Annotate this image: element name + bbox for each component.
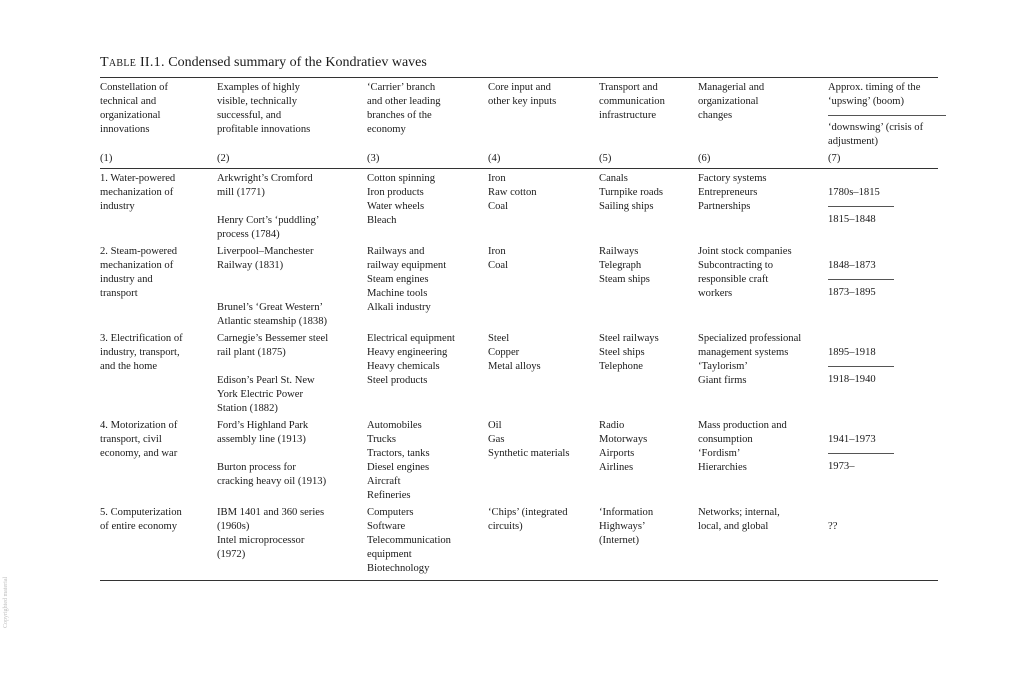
cell-line: Joint stock companies xyxy=(698,246,792,257)
cell-line: Atlantic steamship (1838) xyxy=(217,316,328,327)
cell-line: York Electric Power xyxy=(217,389,304,400)
cell-line: transport, civil xyxy=(100,434,162,445)
header-line: changes xyxy=(698,110,733,121)
header-line: Managerial and xyxy=(698,82,765,93)
cell-line: Entrepreneurs xyxy=(698,187,758,198)
cell-line: industry xyxy=(100,201,135,212)
downswing-period: 1918–1940 xyxy=(828,374,876,385)
table-cell xyxy=(217,416,367,503)
cell-line: Copper xyxy=(488,347,520,358)
cell-line: workers xyxy=(698,288,733,299)
header-line: technical and xyxy=(100,96,157,107)
cell-line: Ford’s Highland Park xyxy=(217,420,309,431)
cell-line: equipment xyxy=(367,549,412,560)
cell-line: Telegraph xyxy=(599,260,642,271)
cell-line: (1972) xyxy=(217,549,246,560)
table-cell xyxy=(100,416,217,503)
col-number: (2) xyxy=(217,149,367,169)
table-cell xyxy=(217,329,367,416)
cell-line: Arkwright’s Cromford xyxy=(217,173,313,184)
cell-line: Trucks xyxy=(367,434,397,445)
col-number: (4) xyxy=(488,149,599,169)
table-cell xyxy=(488,503,599,581)
table-cell xyxy=(100,169,217,243)
cell-line: Gas xyxy=(488,434,505,445)
cell-line: ‘Information xyxy=(599,507,654,518)
cell-line: Hierarchies xyxy=(698,462,747,473)
cell-line: Iron xyxy=(488,173,506,184)
cell-line: Synthetic materials xyxy=(488,448,570,459)
cell-line: Railways and xyxy=(367,246,425,257)
cell-line: consumption xyxy=(698,434,753,445)
cell-line: Telecommunication xyxy=(367,535,451,546)
cell-line: Steam engines xyxy=(367,274,429,285)
cell-line: mechanization of xyxy=(100,187,174,198)
table-cell xyxy=(488,242,599,329)
table-cell xyxy=(599,242,698,329)
table-row xyxy=(100,169,938,243)
timing-cell xyxy=(828,329,938,416)
cell-line: ‘Taylorism’ xyxy=(698,361,748,372)
table-cell xyxy=(100,329,217,416)
cell-line: local, and global xyxy=(698,521,769,532)
header-line: adjustment) xyxy=(828,136,879,147)
table-cell xyxy=(367,242,488,329)
table-cell xyxy=(698,503,828,581)
cell-line: Automobiles xyxy=(367,420,422,431)
cell-line: Alkali industry xyxy=(367,302,431,313)
timing-cell xyxy=(828,242,938,329)
table-cell xyxy=(599,329,698,416)
cell-line: mill (1771) xyxy=(217,187,265,198)
timing-cell xyxy=(828,416,938,503)
header-line: Transport and xyxy=(599,82,658,93)
header-line: ‘downswing’ (crisis of xyxy=(828,122,924,133)
cell-line: Station (1882) xyxy=(217,403,278,414)
cell-line: Iron products xyxy=(367,187,424,198)
downswing-period: 1973– xyxy=(828,461,855,472)
header-line: successful, and xyxy=(217,110,282,121)
cell-line: Partnerships xyxy=(698,201,751,212)
header-line: organizational xyxy=(698,96,759,107)
table-cell xyxy=(100,242,217,329)
cell-line: Specialized professional xyxy=(698,333,802,344)
header-line: Core input and xyxy=(488,82,551,93)
col-number: (1) xyxy=(100,149,217,169)
table-cell xyxy=(488,416,599,503)
cell-line: Cotton spinning xyxy=(367,173,435,184)
cell-line: Water wheels xyxy=(367,201,425,212)
cell-line: Networks; internal, xyxy=(698,507,780,518)
col-header xyxy=(100,78,217,150)
cell-line: of entire economy xyxy=(100,521,178,532)
cell-line: Software xyxy=(367,521,406,532)
table-cell xyxy=(367,503,488,581)
col-number: (5) xyxy=(599,149,698,169)
cell-line: Sailing ships xyxy=(599,201,654,212)
cell-line: Factory systems xyxy=(698,173,767,184)
cell-line: Railways xyxy=(599,246,639,257)
timing-cell xyxy=(828,169,938,243)
cell-line: Mass production and xyxy=(698,420,787,431)
table-cell xyxy=(698,416,828,503)
table-cell xyxy=(100,503,217,581)
header-line: visible, technically xyxy=(217,96,298,107)
col-number: (7) xyxy=(828,149,938,169)
header-line: and other leading xyxy=(367,96,441,107)
cell-line: transport xyxy=(100,288,138,299)
cell-line: industry and xyxy=(100,274,153,285)
cell-line: economy, and war xyxy=(100,448,178,459)
cell-line: Giant firms xyxy=(698,375,747,386)
table-cell xyxy=(367,169,488,243)
cell-line: Highways’ xyxy=(599,521,646,532)
table-label: Table II.1. xyxy=(100,55,165,70)
cell-line: circuits) xyxy=(488,521,523,532)
cell-line: Heavy engineering xyxy=(367,347,448,358)
cell-line: 3. Electrification of xyxy=(100,333,183,344)
cell-line: Turnpike roads xyxy=(599,187,664,198)
cell-line: Steel xyxy=(488,333,510,344)
cell-line: Radio xyxy=(599,420,625,431)
table-row xyxy=(100,329,938,416)
cell-line: Computers xyxy=(367,507,414,518)
cell-line: process (1784) xyxy=(217,229,280,240)
cell-line: Carnegie’s Bessemer steel xyxy=(217,333,329,344)
table-cell xyxy=(488,169,599,243)
cell-line: (Internet) xyxy=(599,535,639,546)
cell-line: ‘Fordism’ xyxy=(698,448,741,459)
table-cell xyxy=(698,169,828,243)
table-cell xyxy=(217,169,367,243)
downswing-period: 1873–1895 xyxy=(828,287,876,298)
table-cell xyxy=(698,242,828,329)
cell-line: IBM 1401 and 360 series xyxy=(217,507,325,518)
cell-line: Machine tools xyxy=(367,288,428,299)
table-row xyxy=(100,242,938,329)
cell-line: Diesel engines xyxy=(367,462,430,473)
header-line: communication xyxy=(599,96,665,107)
cell-line: assembly line (1913) xyxy=(217,434,306,445)
table-cell xyxy=(599,503,698,581)
col-header-timing xyxy=(828,78,938,150)
cell-line: Coal xyxy=(488,201,509,212)
cell-line: Henry Cort’s ‘puddling’ xyxy=(217,215,320,226)
cell-line: Airlines xyxy=(599,462,634,473)
cell-line: Telephone xyxy=(599,361,643,372)
header-line: infrastructure xyxy=(599,110,657,121)
table-row xyxy=(100,416,938,503)
cell-line: Canals xyxy=(599,173,628,184)
table-cell xyxy=(698,329,828,416)
copyright-note: Copyrighted material xyxy=(3,576,9,628)
cell-line: Burton process for xyxy=(217,462,296,473)
cell-line: 4. Motorization of xyxy=(100,420,178,431)
header-divider xyxy=(828,115,946,116)
upswing-period: 1895–1918 xyxy=(828,347,876,358)
table-row xyxy=(100,503,938,581)
cell-line: Subcontracting to xyxy=(698,260,774,271)
cell-line: Bleach xyxy=(367,215,397,226)
cell-line: Steam ships xyxy=(599,274,650,285)
cell-line: Heavy chemicals xyxy=(367,361,440,372)
cell-line: 1. Water-powered xyxy=(100,173,176,184)
table-cell xyxy=(599,416,698,503)
header-line: Constellation of xyxy=(100,82,168,93)
table-title xyxy=(100,54,938,72)
table-cell xyxy=(367,329,488,416)
timing-cell xyxy=(828,503,938,581)
cell-line: mechanization of xyxy=(100,260,174,271)
upswing-period: 1941–1973 xyxy=(828,434,876,445)
cell-line: Biotechnology xyxy=(367,563,430,574)
header-line: innovations xyxy=(100,124,150,135)
table-caption: Condensed summary of the Kondratiev waves xyxy=(168,55,427,70)
kondratiev-table xyxy=(100,77,938,581)
col-header xyxy=(488,78,599,150)
cell-line: and the home xyxy=(100,361,158,372)
upswing-period: 1780s–1815 xyxy=(828,187,880,198)
table-page xyxy=(100,54,938,581)
header-line: ‘upswing’ (boom) xyxy=(828,96,905,107)
cell-line: Iron xyxy=(488,246,506,257)
cell-line: ‘Chips’ (integrated xyxy=(488,507,568,518)
cell-line: Steel railways xyxy=(599,333,659,344)
cell-line: railway equipment xyxy=(367,260,447,271)
col-header xyxy=(599,78,698,150)
cell-line: Tractors, tanks xyxy=(367,448,430,459)
cell-line: Oil xyxy=(488,420,502,431)
downswing-period: 1815–1848 xyxy=(828,214,876,225)
header-line: branches of the xyxy=(367,110,432,121)
header-line: organizational xyxy=(100,110,161,121)
cell-line: Raw cotton xyxy=(488,187,537,198)
cell-line: 5. Computerization xyxy=(100,507,182,518)
cell-line: Steel ships xyxy=(599,347,645,358)
table-cell xyxy=(599,169,698,243)
cell-line: Coal xyxy=(488,260,509,271)
col-header xyxy=(698,78,828,150)
cell-line: Brunel’s ‘Great Western’ xyxy=(217,302,324,313)
header-line: Examples of highly xyxy=(217,82,300,93)
col-number: (3) xyxy=(367,149,488,169)
header-line: profitable innovations xyxy=(217,124,311,135)
cell-line: responsible craft xyxy=(698,274,769,285)
cell-line: Metal alloys xyxy=(488,361,541,372)
table-cell xyxy=(488,329,599,416)
cell-line: cracking heavy oil (1913) xyxy=(217,476,327,487)
header-line: Approx. timing of the xyxy=(828,82,921,93)
cell-line: Railway (1831) xyxy=(217,260,284,271)
header-line: ‘Carrier’ branch xyxy=(367,82,436,93)
cell-line: Liverpool–Manchester xyxy=(217,246,314,257)
upswing-period: 1848–1873 xyxy=(828,260,876,271)
table-cell xyxy=(217,242,367,329)
cell-line: Intel microprocessor xyxy=(217,535,305,546)
cell-line: 2. Steam-powered xyxy=(100,246,178,257)
col-number: (6) xyxy=(698,149,828,169)
cell-line: Aircraft xyxy=(367,476,401,487)
table-cell xyxy=(367,416,488,503)
cell-line: Electrical equipment xyxy=(367,333,455,344)
header-line: other key inputs xyxy=(488,96,557,107)
cell-line: rail plant (1875) xyxy=(217,347,286,358)
cell-line: industry, transport, xyxy=(100,347,180,358)
column-number-row xyxy=(100,149,938,169)
upswing-period: ?? xyxy=(828,521,838,532)
cell-line: Motorways xyxy=(599,434,648,445)
header-row xyxy=(100,78,938,150)
cell-line: Edison’s Pearl St. New xyxy=(217,375,315,386)
col-header xyxy=(217,78,367,150)
col-header xyxy=(367,78,488,150)
cell-line: Refineries xyxy=(367,490,411,501)
cell-line: management systems xyxy=(698,347,789,358)
cell-line: Airports xyxy=(599,448,635,459)
header-line: economy xyxy=(367,124,406,135)
cell-line: (1960s) xyxy=(217,521,250,532)
cell-line: Steel products xyxy=(367,375,428,386)
table-cell xyxy=(217,503,367,581)
